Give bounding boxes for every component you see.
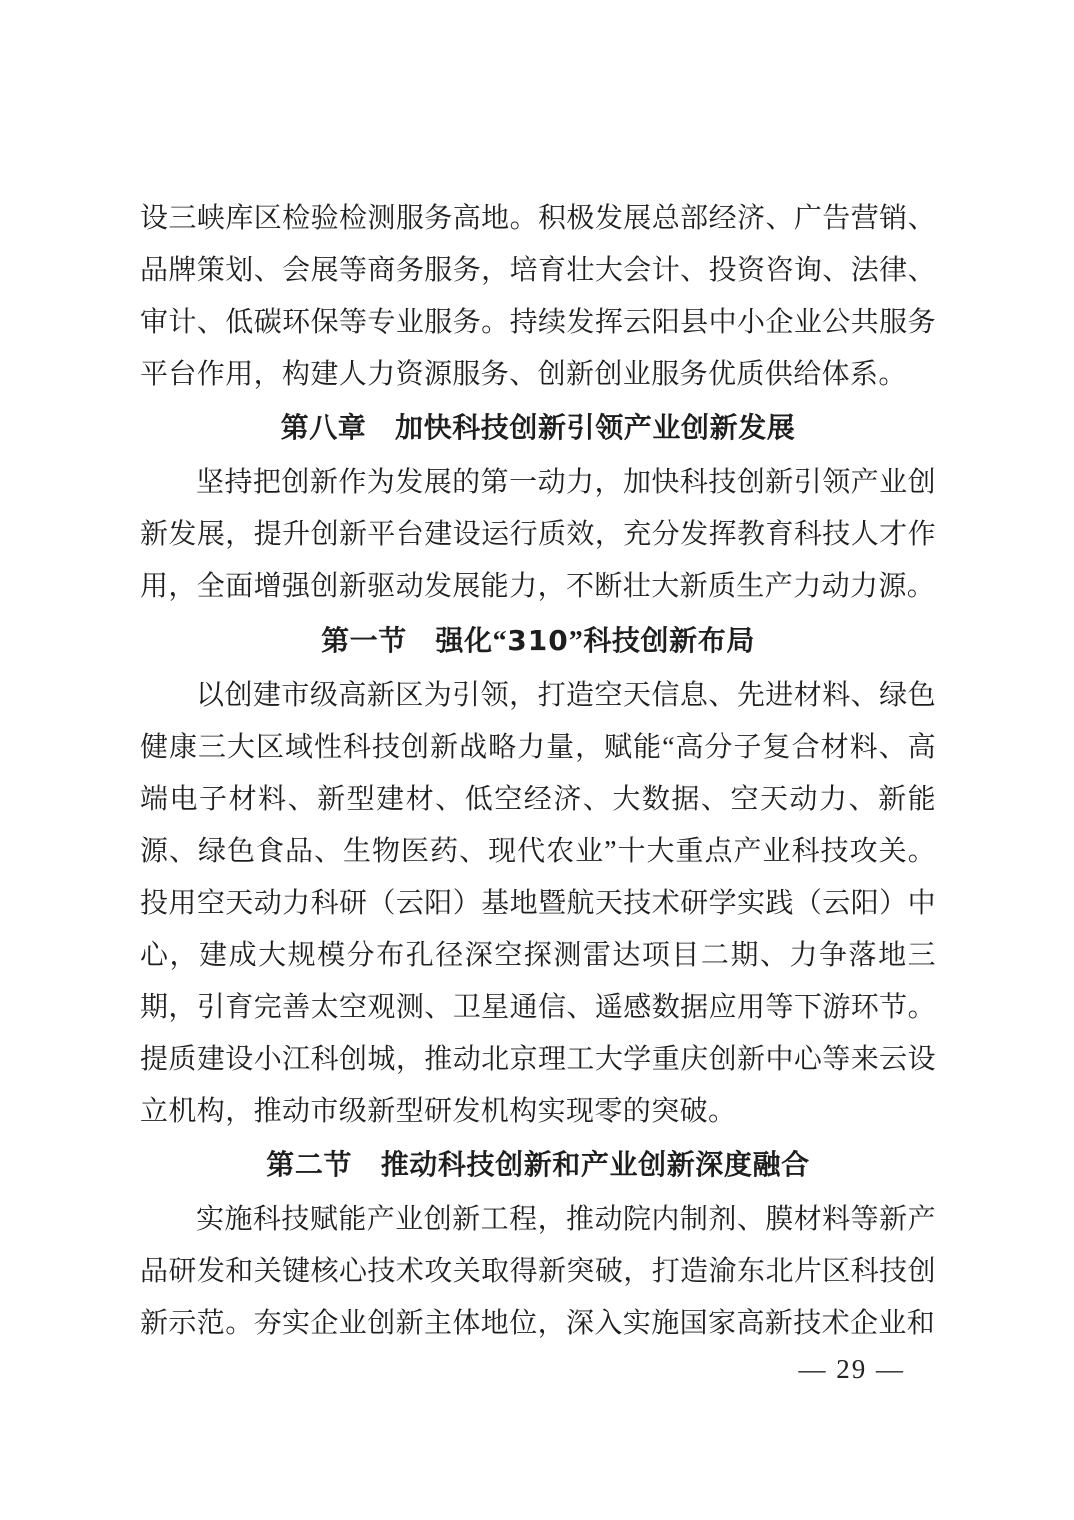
section-1-heading bbox=[140, 615, 936, 668]
section-1-heading-prefix: 第一节 强化“ bbox=[321, 626, 508, 657]
paragraph-continuation: 设三峡库区检验检测服务高地。积极发展总部经济、广告营销、品牌策划、会展等商务服务，培育壮大会计、投资咨询、法律、审计、低碳环保等专业服务。持续发挥云阳县中小企业公共服务平台作用，构建人力资源服务、创新创业服务优质供给体系。 bbox=[140, 203, 936, 390]
chapter-heading: 第八章 加快科技创新引领产业创新发展 bbox=[280, 413, 796, 444]
section-2-heading: 第二节 推动科技创新和产业创新深度融合 bbox=[266, 1150, 810, 1181]
section-1-heading-number: 310 bbox=[507, 624, 569, 657]
page-number: — 29 — bbox=[798, 1354, 905, 1384]
chapter-intro-paragraph: 坚持把创新作为发展的第一动力，加快科技创新引领产业创新发展，提升创新平台建设运行质效，充分发挥教育科技人才作用，全面增强创新驱动发展能力，不断壮大新质生产力动力源。 bbox=[140, 467, 936, 602]
section-1-heading-suffix: ”科技创新布局 bbox=[568, 626, 755, 657]
section-1-paragraph: 以创建市级高新区为引领，打造空天信息、先进材料、绿色健康三大区域性科技创新战略力量，赋能“高分子复合材料、高端电子材料、新型建材、低空经济、大数据、空天动力、新能源、绿色食品、生物医药、现代农业”十大重点产业科技攻关。投用空天动力科研（云阳）基地暨航天技术研学实践（云阳）中心，建成大规模分布孔径深空探测雷达项目二期、力争落地三期，引育完善太空观测、卫星通信、遥感数据应用等下游环节。提质建设小江科创城，推动北京理工大学重庆创新中心等来云设立机构，推动市级新型研发机构实现零的突破。 bbox=[140, 680, 936, 1127]
page-body-text bbox=[140, 193, 936, 1350]
section-2-paragraph: 实施科技赋能产业创新工程，推动院内制剂、膜材料等新产品研发和关键核心技术攻关取得新突破，打造渝东北片区科技创新示范。夯实企业创新主体地位，深入实施国家高新技术企业和 bbox=[140, 1204, 936, 1339]
